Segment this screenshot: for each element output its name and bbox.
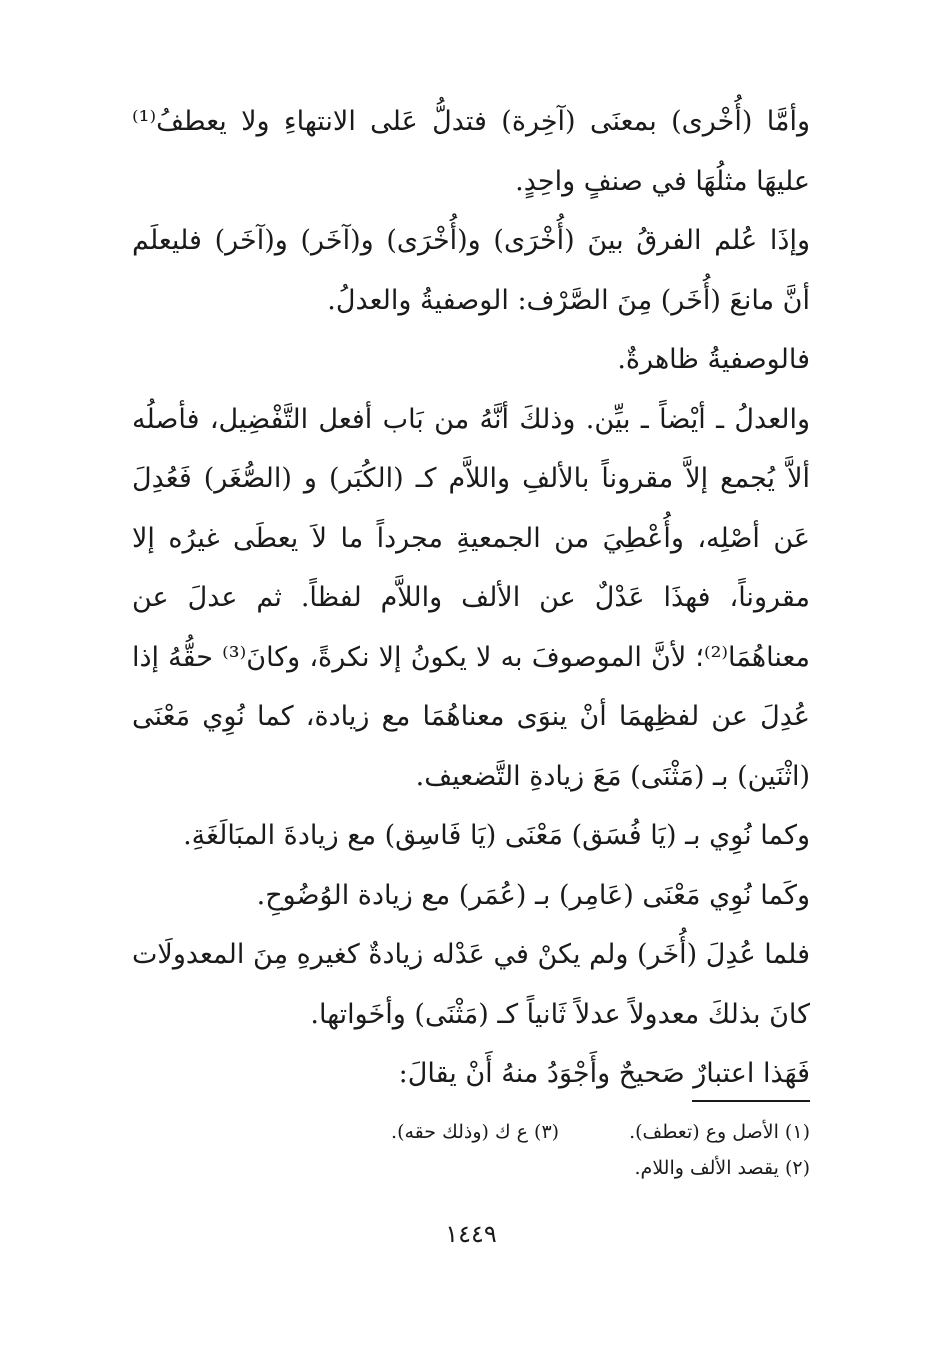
- paragraph-6: وكَما نُوِي مَعْنَى (عَامِر) بـ (عُمَر) مع زيادة الوُضُوحِ.: [256, 879, 810, 911]
- footnote-row: [132, 1150, 810, 1186]
- paragraph-4: والعدلُ ـ أيْضاً ـ بيِّن. وذلكَ أنَّهُ من بَاب أفعل التَّفْضِيل، فأصلُه ألاَّ يُجمع إلاَّ مقروناً بالألفِ واللاَّم كـ (الكُبَر) و (الصُّغَر) فَعُدِلَ عَن أصْلِه، وأُعْطِيَ من الجمعيةِ مجرداً ما لاَ يعطَى غيرُه إلا مقروناً، فهذَا عَدْلٌ عن الألف واللاَّم لفظاً. ثم عدلَ عن معناهُمَا⁽²⁾؛ لأنَّ الموصوفَ به لا يكونُ إلا نكرةً، وكانَ⁽³⁾ حقُّهُ إذا عُدِلَ عن لفظِهمَا أنْ ينوَى معناهُمَا مع زيادة، كما نُوِي مَعْنَى (اثْنَين) بـ (مَثْنَى) مَعَ زيادةِ التَّضعيف.: [132, 403, 810, 792]
- paragraph-3: فالوصفيةُ ظاهرةٌ.: [617, 344, 810, 375]
- paragraph-1: وأمَّا (أُخْرى) بمعنَى (آخِرة) فتدلُّ عَلى الانتهاءِ ولا يعطفُ⁽¹⁾ عليهَا مثلُهَا في صنفٍ واحِدٍ.: [132, 106, 810, 197]
- paragraph-8: فَهَذا اعتبارٌ صَحيحٌ وأَجْوَدُ منهُ أَنْ يقالَ:: [398, 1058, 810, 1089]
- footnote-2: (٢) يقصد الألف واللام.: [634, 1157, 810, 1179]
- footnote-divider: [692, 1100, 810, 1102]
- main-text: [132, 92, 810, 1104]
- footnotes: [132, 1100, 810, 1186]
- footnote-3: (٣) ع ك (وذلك حقه).: [391, 1121, 560, 1143]
- footnote-row: [132, 1114, 810, 1150]
- paragraph-5: وكما نُوِي بـ (يَا فُسَق) مَعْنَى (يَا فَاسِق) مع زيادةَ المبَالَغَةِ.: [183, 820, 810, 851]
- paragraph-2: وإذَا عُلم الفرقُ بينَ (أُخْرَى) و(أُخْرَى) و(آخَر) و(آخَر) فليعلَم أنَّ مانعَ (أُخَر) مِنَ الصَّرْف: الوصفيةُ والعدلُ.: [132, 225, 810, 316]
- page-number: ١٤٤٩: [445, 1220, 497, 1248]
- footnote-1: (١) الأصل وع (تعطف).: [629, 1121, 810, 1143]
- paragraph-7: فلما عُدِلَ (أُخَر) ولم يكنْ في عَدْله زيادةٌ كغيرهِ مِنَ المعدولَات كانَ بذلكَ معدولاً عدلاً ثَانياً كـ (مَثْنَى) وأخَواتها.: [132, 939, 810, 1030]
